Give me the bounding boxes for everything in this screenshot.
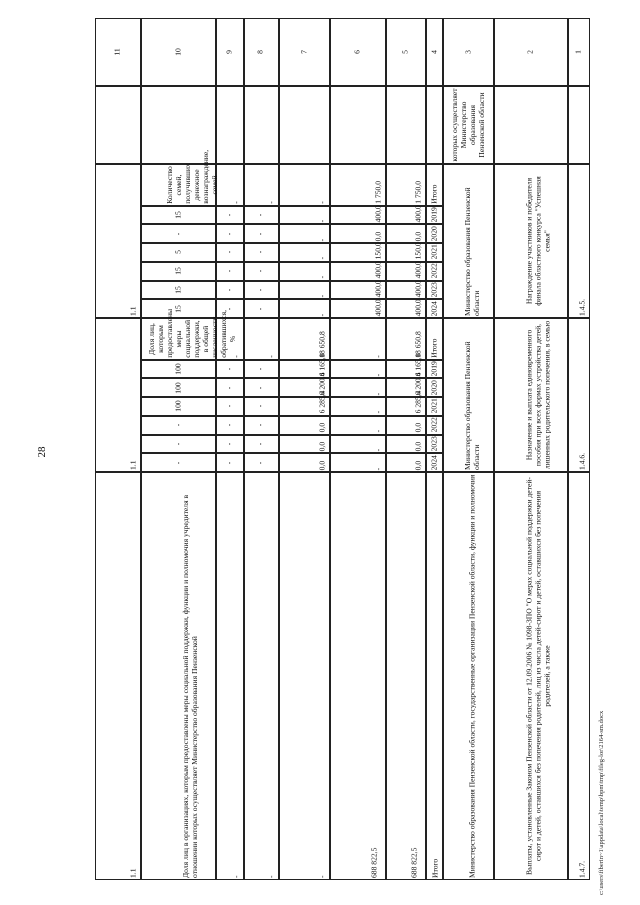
row145-name-text: Награждение участников и победителя финала областного конкурса "Успешная семья" [524, 176, 552, 306]
row147-total-label-text: Итого [430, 858, 440, 878]
header-col-10-text: 10 [173, 48, 183, 56]
row145-2019-c8-text: - [255, 213, 265, 217]
row146-2024-c6-text: - [373, 467, 383, 470]
row145-2019-c7-text: - [317, 219, 327, 223]
header-col-1 [568, 18, 590, 86]
row145-2021-c7-text: - [317, 257, 327, 260]
row147-total-c7 [279, 472, 330, 880]
row145-total-label-text: Итого [429, 184, 439, 204]
row145-exec [443, 164, 494, 318]
row147-total-c8-text: - [266, 875, 276, 878]
row145-2024-c7-text: - [317, 313, 327, 316]
row145-2022-c9 [216, 262, 244, 281]
row146-2019-c8-text: - [255, 367, 265, 371]
row146-2022-c7 [279, 416, 330, 435]
header-col-1-text: 1 [573, 50, 583, 54]
row146-total-c9-text: - [231, 355, 241, 358]
row147-total-c9-text: - [231, 875, 241, 878]
header-col-3 [443, 18, 494, 86]
row146-year-2023-text: 2023 [429, 436, 439, 452]
row145-2019-c6-text: 400,0 [373, 205, 383, 223]
row145-2023-c5-text: 400,0 [413, 280, 423, 298]
row145-2021-c10-text: 5 [173, 250, 183, 255]
row145-2024-c6-text: 400,0 [373, 298, 383, 316]
row145-2020-c7-text: - [317, 238, 327, 242]
row146-total-label [426, 318, 443, 360]
header-col-6 [330, 18, 386, 86]
row147-num [568, 472, 590, 880]
row145-2022-c10-text: 15 [173, 267, 183, 275]
row146-year-2022 [426, 416, 443, 435]
row146-name-text: Назначение и выплата единовременного пособия при всех формах устройства детей, лишенных родительского попечения, в семью [524, 320, 552, 470]
row145-2020-c10 [141, 224, 215, 243]
row145-year-2020 [426, 224, 443, 243]
row146-2021-c9-text: - [224, 405, 234, 408]
row145-2022-c6 [330, 262, 386, 281]
row146-2024-c8 [244, 453, 280, 472]
row145-year-2021-text: 2021 [429, 244, 439, 260]
row147-indicator [141, 472, 215, 880]
row146-total-c8-text: - [266, 355, 276, 358]
row146-2022-c7-text: 0,0 [317, 423, 327, 433]
row145-2022-c7-text: - [317, 275, 327, 279]
header-col-5 [386, 18, 426, 86]
row146-2022-c8-text: - [255, 423, 265, 427]
row145-2020-c9 [216, 224, 244, 243]
row146-2023-c9-text: - [224, 442, 234, 446]
row145-total-c6-text: 1 750,0 [373, 180, 383, 204]
row146-year-2022-text: 2022 [429, 417, 439, 433]
row145-total-c7 [279, 164, 330, 206]
row145-2020-c8-text: - [255, 232, 265, 235]
row146-2019-c10 [141, 360, 215, 379]
row146-year-2020 [426, 378, 443, 397]
row147-indicator-text: Доля лиц в организациях, которым предоставлены меры социальной поддержки, функции и полномочия учредителя в отношении которых осуществляет Министерство образования Пензенской [180, 494, 199, 878]
row146-2021-c7 [279, 390, 330, 416]
row145-total-c8 [244, 164, 280, 206]
row146-num-text: 1.4.6. [577, 452, 587, 470]
row146-2019-c7-text: 6 165,0 [317, 353, 327, 377]
header-col-9-text: 9 [224, 50, 234, 54]
cont-col-2 [494, 86, 568, 164]
header-col-5-text: 5 [400, 50, 410, 54]
row145-num-text: 1.4.5. [577, 298, 587, 316]
row145-2023-c6-text: 400,0 [373, 280, 383, 298]
row145-2024-c5 [386, 299, 426, 318]
row145-indicator [141, 149, 219, 206]
row146-2024-c7-text: 0,0 [317, 460, 327, 470]
header-col-7-text: 7 [299, 50, 309, 54]
row145-total-label [426, 164, 443, 206]
row146-2020-c7-text: 6 200,4 [317, 372, 327, 396]
row146-2020-c8-text: - [255, 386, 265, 389]
row145-2019-c6 [330, 206, 386, 225]
row147-total-c9 [216, 472, 244, 880]
row146-2021-c5 [386, 390, 426, 416]
row146-year-2019 [426, 360, 443, 379]
cont-col-3 [443, 86, 494, 164]
row147-total-c8 [244, 472, 280, 880]
row146-2021-c8 [244, 397, 280, 416]
row146-total-c5-text: 18 650,8 [413, 330, 423, 358]
row145-2024-c5-text: 400,0 [413, 298, 423, 316]
row145-2024-c6 [330, 299, 386, 318]
row146-2024-c10 [141, 453, 215, 472]
row146-2019-c6 [330, 360, 386, 379]
row146-year-2023 [426, 435, 443, 454]
row146-2024-c5 [386, 453, 426, 472]
row145-2019-c10 [141, 206, 215, 225]
row147-total-c7-text: - [317, 875, 327, 878]
row145-2023-c9 [216, 281, 244, 300]
row145-2022-c8 [244, 262, 280, 281]
row145-year-2024-text: 2024 [429, 300, 439, 316]
row146-2019-c9-text: - [224, 367, 234, 371]
row145-indicator-text: Количество семей, получивших денежное вознаграждение, семей [164, 149, 219, 204]
row147-name [494, 472, 568, 880]
row146-2019-c6-text: - [373, 373, 383, 377]
row145-2021-c5-text: 150,0 [413, 242, 423, 260]
row146-2023-c6-text: - [373, 448, 383, 452]
header-col-10 [141, 18, 215, 86]
row146-total-c7-text: 18 650,8 [317, 330, 327, 358]
row145-2019-c10-text: 15 [173, 211, 183, 219]
row146-2019-c5-text: 6 165,0 [413, 353, 423, 377]
row145-2022-c10 [141, 262, 215, 281]
row145-2023-c10 [141, 281, 215, 300]
row147-num-text: 1.4.7. [577, 860, 587, 878]
row146-2020-c6-text: - [373, 392, 383, 396]
row145-year-2020-text: 2020 [429, 225, 439, 242]
row146-2024-c7 [279, 453, 330, 472]
row146-2020-c9-text: - [224, 386, 234, 389]
row145-2019-c8 [244, 206, 280, 225]
row146-year-2021 [426, 397, 443, 416]
cont-col-5 [386, 86, 426, 164]
header-col-4 [426, 18, 443, 86]
row146-2020-c10-text: 100 [173, 381, 183, 394]
row145-2022-c5-text: 400,0 [413, 261, 423, 279]
row145-2023-c7-text: - [317, 294, 327, 298]
row146-2024-c9 [216, 453, 244, 472]
row145-2019-c9-text: - [224, 213, 234, 217]
row145-exec-text: Министерство образования Пензенской области [463, 187, 482, 316]
row146-2022-c6 [330, 416, 386, 435]
row145-2022-c6-text: 400,0 [373, 261, 383, 279]
row146-2023-c5 [386, 435, 426, 454]
row145-num [568, 164, 590, 318]
row145-2021-c9-text: - [224, 251, 234, 254]
row146-year-2019-text: 2019 [429, 361, 439, 377]
row145-2019-c9 [216, 206, 244, 225]
row147-total-c5 [386, 472, 426, 880]
row145-col11-text: 1.1 [128, 306, 138, 316]
row145-2024-c8 [244, 299, 280, 318]
header-col-8 [244, 18, 280, 86]
row145-2024-c9-text: - [224, 307, 234, 310]
row146-exec [443, 318, 494, 472]
row146-2021-c7-text: 6 285,4 [317, 390, 327, 414]
row146-2022-c6-text: - [373, 429, 383, 433]
row145-2021-c10 [141, 243, 215, 262]
row146-year-2021-text: 2021 [429, 398, 439, 414]
row145-2021-c8 [244, 243, 280, 262]
row146-2024-c9-text: - [224, 461, 234, 464]
row146-2019-c10-text: 100 [173, 363, 183, 375]
row146-2023-c5-text: 0,0 [413, 441, 423, 452]
row146-num [568, 318, 590, 472]
row145-2020-c6 [330, 224, 386, 243]
row147-col11 [95, 472, 141, 880]
cont-col-9 [216, 86, 244, 164]
row145-2023-c10-text: 15 [173, 286, 183, 294]
row145-2021-c8-text: - [255, 251, 265, 254]
row146-2022-c10 [141, 416, 215, 435]
row146-2021-c8-text: - [255, 405, 265, 408]
row147-col11-text: 1.1 [128, 868, 138, 878]
row146-2019-c9 [216, 360, 244, 379]
row146-total-label-text: Итого [429, 338, 439, 358]
row147-exec-text: Министерство образования Пензенской области, государственные организации Пензенской области, функции и полномочия [467, 474, 477, 878]
row146-2024-c5-text: 0,0 [413, 460, 423, 470]
row146-2020-c6 [330, 378, 386, 397]
row145-year-2019 [426, 206, 443, 225]
row145-year-2022-text: 2022 [429, 263, 439, 279]
row145-2024-c8-text: - [255, 307, 265, 310]
row146-exec-text: Министерство образования Пензенской области [463, 341, 482, 470]
row145-2023-c8 [244, 281, 280, 300]
row146-2022-c5 [386, 416, 426, 435]
row145-2023-c6 [330, 281, 386, 300]
row145-year-2022 [426, 262, 443, 281]
row146-2021-c5-text: 6 285,4 [413, 390, 423, 414]
header-col-2 [494, 18, 568, 86]
row145-2023-c9-text: - [224, 288, 234, 292]
row145-2019-c5-text: 400,0 [413, 205, 423, 223]
row146-2020-c8 [244, 378, 280, 397]
cont-col-4 [426, 86, 443, 164]
row145-total-c9-text: - [231, 201, 241, 204]
row145-2021-c6-text: 150,0 [373, 242, 383, 260]
row146-year-2024 [426, 453, 443, 472]
row145-2020-c7 [279, 224, 330, 243]
row146-2022-c8 [244, 416, 280, 435]
row147-total-c6 [330, 472, 386, 880]
row146-2022-c9-text: - [224, 423, 234, 427]
row145-2019-c7 [279, 206, 330, 225]
page-number: 28 [36, 446, 48, 458]
row145-2019-c5 [386, 206, 426, 225]
row145-2023-c7 [279, 281, 330, 300]
row145-2020-c10-text: - [173, 232, 183, 235]
row147-total-c5-text: 688 822,5 [409, 847, 419, 878]
row146-2024-c8-text: - [255, 461, 265, 464]
row146-col11-text: 1.1 [128, 460, 138, 470]
row147-name-text: Выплаты, установленные Законом Пензенской области от 12.09.2006 № 1098-ЗПО "О мерах социальной поддержки детей-сирот и детей, оставшихся без попечения родителей, лиц из числа детей-сирот и детей, оставшихся без попечения родителей, а также [524, 477, 552, 875]
row146-2022-c10-text: - [173, 423, 183, 427]
row145-2021-c6 [330, 243, 386, 262]
cont-col-11 [95, 86, 141, 164]
header-col-2-text: 2 [525, 50, 535, 54]
row146-name [494, 318, 568, 472]
row145-year-2023-text: 2023 [429, 282, 439, 298]
row146-2024-c6 [330, 453, 386, 472]
row145-2022-c5 [386, 262, 426, 281]
row145-2020-c5-text: 0,0 [413, 231, 423, 242]
row145-2021-c9 [216, 243, 244, 262]
cont-col-3-text: которых осуществляет Министерство образования Пензенской области [449, 88, 486, 162]
row145-name [494, 164, 568, 318]
row146-2021-c10-text: 100 [173, 400, 183, 413]
row145-total-c5-text: 1 750,0 [413, 180, 423, 204]
row146-2022-c9 [216, 416, 244, 435]
row147-total-c6-text: 688 822,5 [369, 847, 379, 878]
cont-col-8 [244, 86, 280, 164]
row145-2020-c8 [244, 224, 280, 243]
row147-total-label [426, 472, 443, 880]
row146-total-c6 [330, 318, 386, 360]
row145-2020-c6-text: 0,0 [373, 231, 383, 242]
row146-2023-c8-text: - [255, 442, 265, 446]
row146-year-2024-text: 2024 [429, 454, 439, 470]
header-col-7 [279, 18, 330, 86]
row146-total-c8 [244, 318, 280, 360]
cont-col-7 [279, 86, 330, 164]
row146-2023-c9 [216, 435, 244, 454]
row146-2023-c7 [279, 435, 330, 454]
row146-total-c6-text: - [373, 355, 383, 358]
row145-total-c8-text: - [266, 201, 276, 204]
cont-col-6 [330, 86, 386, 164]
row146-col11 [95, 318, 141, 472]
row145-total-c5 [386, 164, 426, 206]
header-col-3-text: 3 [463, 50, 473, 54]
row145-2020-c5 [386, 224, 426, 243]
header-col-4-text: 4 [429, 50, 439, 54]
row145-year-2021 [426, 243, 443, 262]
row145-2022-c7 [279, 262, 330, 281]
row146-2021-c9 [216, 397, 244, 416]
header-col-6-text: 6 [352, 50, 362, 54]
row146-2021-c6 [330, 397, 386, 416]
row146-year-2020-text: 2020 [429, 379, 439, 396]
header-col-11-text: 11 [112, 48, 122, 56]
header-col-9 [216, 18, 244, 86]
row146-2023-c8 [244, 435, 280, 454]
row145-2021-c7 [279, 243, 330, 262]
row146-2020-c5-text: 6 200,4 [413, 372, 423, 396]
row146-2022-c5-text: 0,0 [413, 423, 423, 433]
row145-2024-c7 [279, 299, 330, 318]
row145-year-2023 [426, 281, 443, 300]
row145-total-c6 [330, 164, 386, 206]
row145-col11 [95, 164, 141, 318]
row146-2021-c6-text: - [373, 411, 383, 414]
header-col-8-text: 8 [255, 50, 265, 54]
row146-2020-c10 [141, 378, 215, 397]
row145-2024-c10 [141, 299, 215, 318]
row145-2024-c10-text: 15 [173, 304, 183, 313]
row145-2020-c9-text: - [224, 232, 234, 235]
row146-2019-c8 [244, 360, 280, 379]
table [95, 18, 590, 880]
row145-2023-c5 [386, 281, 426, 300]
row146-2023-c6 [330, 435, 386, 454]
footer-path: c:\users\fiberin~1\appdata\local\temp\bpm\tmp\fileg-lor\2164-sm.docx [598, 710, 605, 895]
row146-2023-c10 [141, 435, 215, 454]
row145-2022-c9-text: - [224, 269, 234, 273]
row146-2020-c9 [216, 378, 244, 397]
row145-2022-c8-text: - [255, 269, 265, 273]
row146-indicator-text: Доля лиц, которым предоставлены меры социальной поддержки, в общей численности обратившихся, % [146, 308, 237, 358]
row146-2023-c7-text: 0,0 [317, 441, 327, 452]
cont-col-1 [568, 86, 590, 164]
row145-year-2024 [426, 299, 443, 318]
row145-year-2019-text: 2019 [429, 207, 439, 223]
row146-2024-c10-text: - [173, 461, 183, 464]
row146-2023-c10-text: - [173, 442, 183, 446]
row146-2021-c10 [141, 397, 215, 416]
header-col-11 [95, 18, 141, 86]
row145-2021-c5 [386, 243, 426, 262]
row145-total-c7-text: - [317, 201, 327, 204]
row145-2023-c8-text: - [255, 288, 265, 292]
row147-exec [443, 472, 494, 880]
